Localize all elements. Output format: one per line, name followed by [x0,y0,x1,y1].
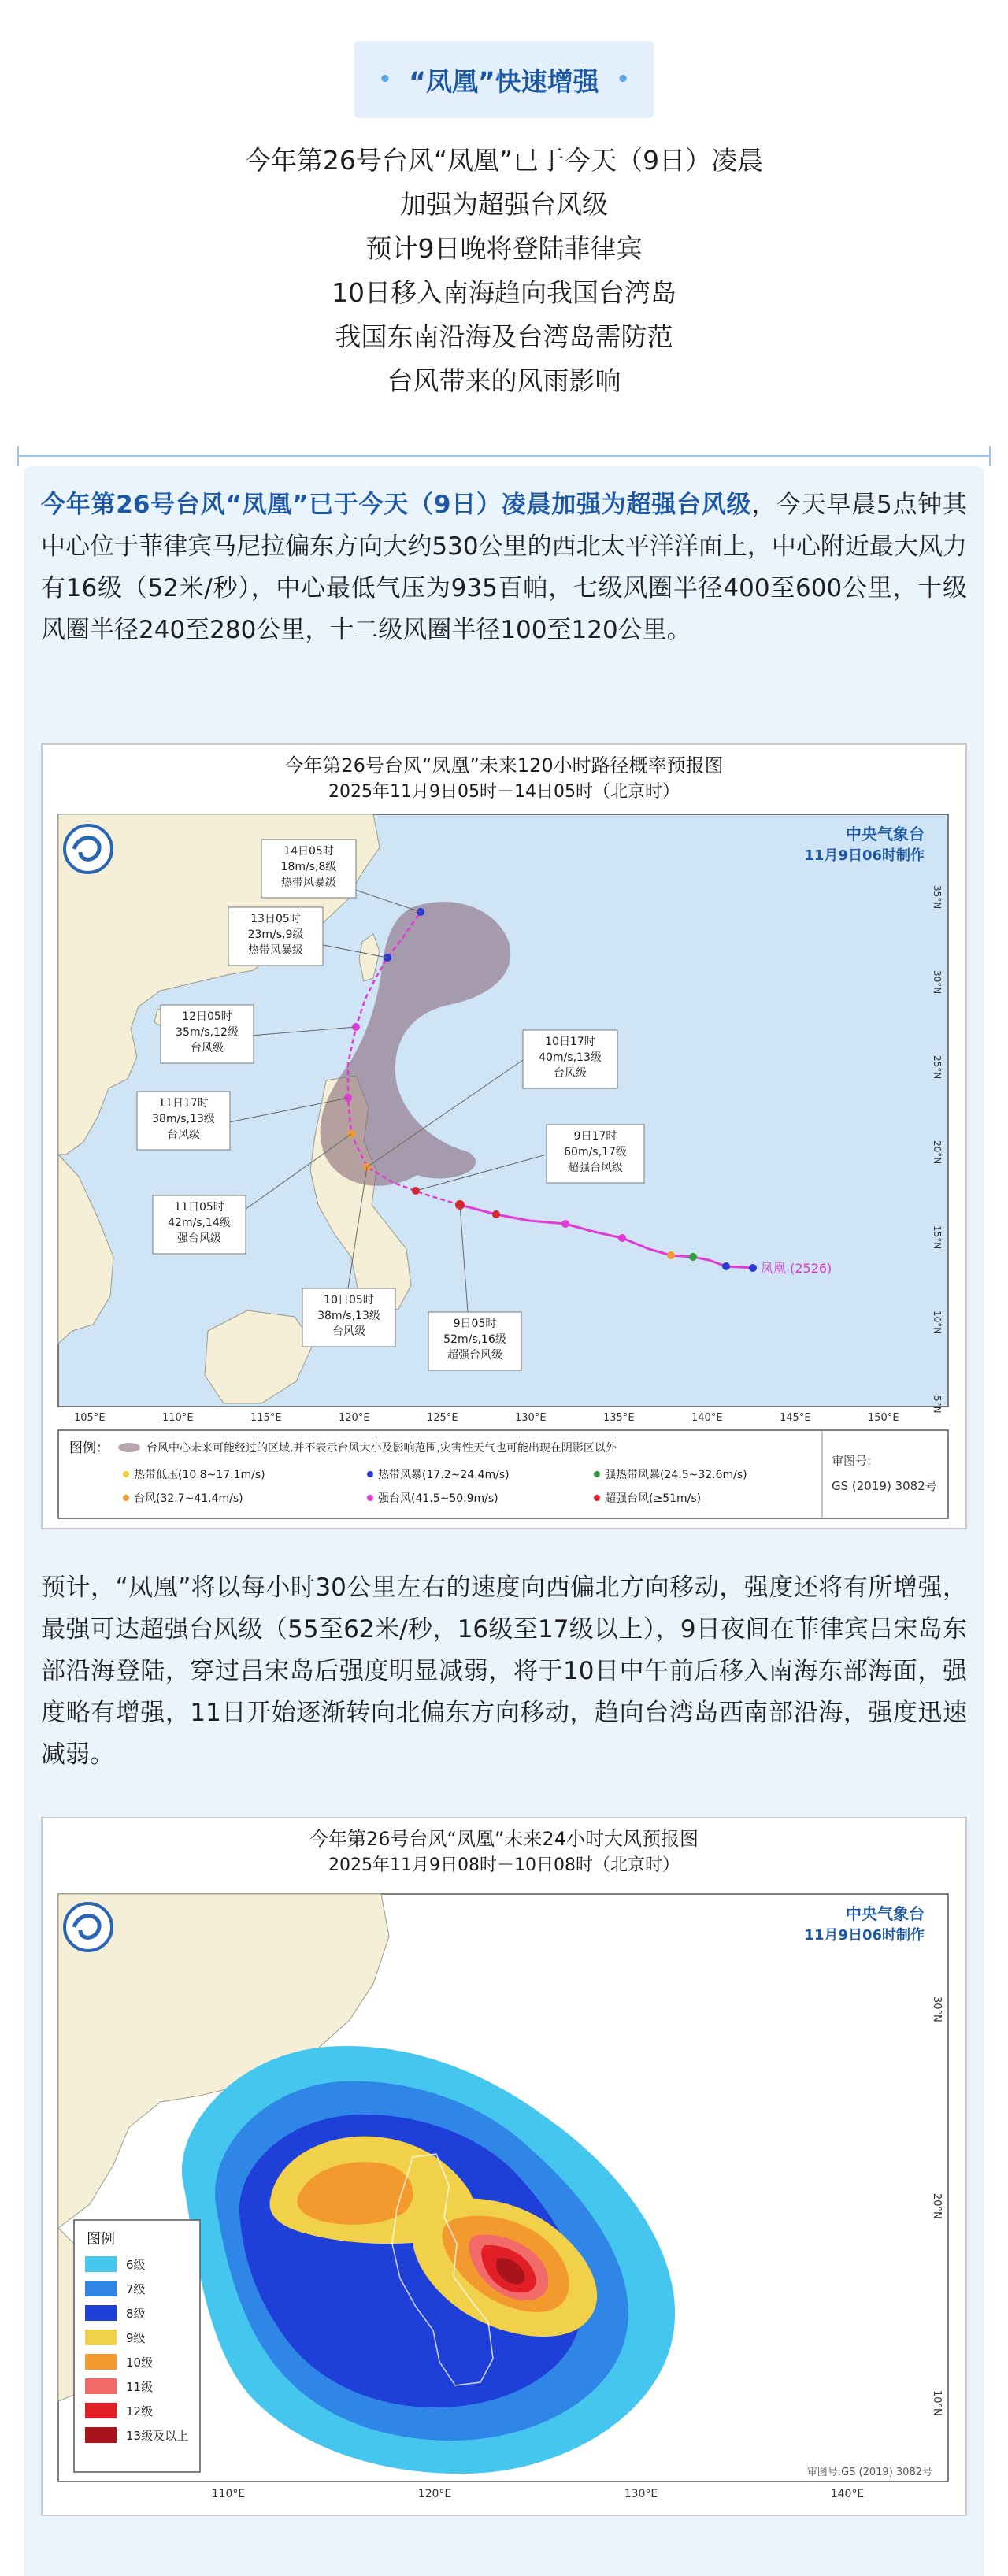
svg-text:18m/s,8级: 18m/s,8级 [280,861,337,873]
svg-text:125°E: 125°E [427,1412,458,1424]
map1-legend-title: 图例： [69,1440,109,1456]
svg-text:10日05时: 10日05时 [324,1294,374,1307]
svg-text:强热带风暴(24.5~32.6m/s): 强热带风暴(24.5~32.6m/s) [605,1469,747,1481]
svg-text:20°N: 20°N [931,2193,943,2219]
map2-issued: 11月9日06时制作 [804,1927,925,1944]
divider-tick-right [989,446,991,466]
svg-text:130°E: 130°E [515,1412,547,1424]
svg-text:35°N: 35°N [932,885,943,910]
svg-text:150°E: 150°E [868,1412,899,1424]
track-point [667,1251,675,1259]
svg-text:8级: 8级 [126,2307,146,2321]
map1-approval-label: 审图号: [832,1454,872,1468]
svg-text:12日05时: 12日05时 [182,1010,232,1023]
svg-text:强台风级: 强台风级 [177,1232,221,1245]
svg-text:23m/s,9级: 23m/s,9级 [247,928,304,941]
map1-storm-label: 凤凰 (2526) [761,1261,832,1276]
svg-text:14日05时: 14日05时 [284,845,334,858]
legend-swatch [85,2281,117,2296]
track-point [722,1262,730,1270]
dot-right-icon: • [616,68,630,91]
svg-text:110°E: 110°E [162,1412,194,1424]
track-point [749,1264,757,1272]
svg-text:140°E: 140°E [691,1412,723,1424]
svg-text:145°E: 145°E [780,1412,811,1424]
legend-swatch [85,2256,117,2272]
legend-swatch [85,2305,117,2321]
intro-line: 我国东南沿海及台湾岛需防范 [335,321,673,352]
map2-agency-logo-icon [65,1903,112,1951]
svg-text:11日17时: 11日17时 [158,1097,209,1110]
map2-legend-title: 图例 [87,2231,115,2248]
map1-lon-ticks [74,1412,899,1424]
legend-swatch [85,2403,117,2418]
svg-text:105°E: 105°E [74,1412,106,1424]
svg-text:13日05时: 13日05时 [250,913,301,925]
svg-text:热带低压(10.8~17.1m/s): 热带低压(10.8~17.1m/s) [134,1469,265,1481]
svg-text:38m/s,13级: 38m/s,13级 [317,1310,380,1322]
svg-text:35m/s,12级: 35m/s,12级 [176,1026,239,1039]
svg-text:115°E: 115°E [250,1412,282,1424]
svg-text:11级: 11级 [126,2380,154,2394]
level-dot-icon [594,1495,600,1501]
svg-text:5°N: 5°N [932,1395,943,1414]
svg-text:强台风(41.5~50.9m/s): 强台风(41.5~50.9m/s) [378,1492,498,1505]
level-dot-icon [594,1471,600,1477]
svg-text:25°N: 25°N [932,1055,943,1080]
svg-text:台风级: 台风级 [167,1129,200,1141]
paragraph-2: 预计，“凤凰”将以每小时30公里左右的速度向西偏北方向移动，强度还将有所增强，最强可达超强台风级（55至62米/秒，16级至17级以上），9日夜间在菲律宾吕宋岛东部沿海登陆，穿过吕宋岛后强度明显减弱，将于10日中午前后移入南海东部海面，强度略有增强，11日开始逐渐转向北偏东方向移动，趋向台湾岛西南部沿海，强度迅速减弱。 [41,1573,967,1769]
map1-subtitle: 2025年11月9日05时－14日05时（北京时） [328,782,680,802]
paragraph-1-body: ，今天早晨5点钟其中心位于菲律宾马尼拉偏东方向大约530公里的西北太平洋洋面上，中心附近最大风力有16级（52米/秒），中心最低气压为935百帕，七级风圈半径400至600公里，十级风圈半径240至280公里，十二级风圈半径100至120公里。 [41,491,967,644]
map1-legend-cone: 台风中心未来可能经过的区域,并不表示台风大小及影响范围,灾害性天气也可能出现在阴影区以外 [146,1442,617,1455]
badge-title: “凤凰”快速增强 [409,65,599,97]
svg-text:110°E: 110°E [211,2488,246,2500]
map1-approval-code: GS (2019) 3082号 [832,1479,937,1493]
svg-text:9日05时: 9日05时 [453,1318,497,1330]
legend-swatch [85,2354,117,2370]
svg-text:12级: 12级 [126,2404,154,2418]
paragraph-1 [41,484,967,651]
svg-text:台风级: 台风级 [554,1067,587,1080]
svg-text:9级: 9级 [126,2331,146,2345]
map2-lon-ticks [212,2488,865,2500]
svg-text:热带风暴(17.2~24.4m/s): 热带风暴(17.2~24.4m/s) [378,1469,510,1481]
map2-approval: 审图号:GS (2019) 3082号 [806,2467,932,2478]
wind-forecast-map [41,1817,967,2516]
legend-swatch [85,2378,117,2394]
intro-line: 10日移入南海趋向我国台湾岛 [332,277,676,308]
map2-title: 今年第26号台风“凤凰”未来24小时大风预报图 [309,1828,699,1850]
svg-text:超强台风级: 超强台风级 [568,1162,623,1174]
paragraph-1-highlight: 今年第26号台风“凤凰”已于今天（9日）凌晨加强为超强台风级 [41,491,752,519]
svg-text:10°N: 10°N [931,2390,943,2416]
svg-text:超强台风级: 超强台风级 [447,1349,502,1362]
map2-subtitle: 2025年11月9日08时－10日08时（北京时） [328,1855,680,1875]
svg-text:7级: 7级 [126,2282,146,2296]
title-badge [354,41,654,118]
svg-text:140°E: 140°E [830,2488,865,2500]
map1-agency: 中央气象台 [846,825,925,843]
svg-text:11日05时: 11日05时 [174,1201,224,1214]
svg-text:20°N: 20°N [932,1140,943,1165]
map2-agency: 中央气象台 [846,1904,925,1923]
intro-line: 今年第26号台风“凤凰”已于今天（9日）凌晨 [244,145,764,176]
level-dot-icon [123,1495,129,1501]
svg-text:10°N: 10°N [932,1310,943,1335]
svg-text:52m/s,16级: 52m/s,16级 [443,1333,506,1346]
cone-swatch-icon [118,1443,140,1452]
svg-text:热带风暴级: 热带风暴级 [281,877,336,889]
level-dot-icon [123,1471,129,1477]
legend-swatch [85,2427,117,2443]
svg-text:9日17时: 9日17时 [573,1130,617,1143]
svg-text:30°N: 30°N [931,1996,943,2022]
level-dot-icon [367,1471,373,1477]
svg-text:42m/s,14级: 42m/s,14级 [168,1217,231,1229]
divider-tick-left [17,446,19,466]
intro-line: 台风带来的风雨影响 [387,365,621,396]
map1-issued: 11月9日06时制作 [804,847,925,864]
svg-text:38m/s,13级: 38m/s,13级 [152,1113,215,1125]
svg-text:10级: 10级 [126,2355,154,2370]
map1-title: 今年第26号台风“凤凰”未来120小时路径概率预报图 [284,754,724,777]
track-forecast-map [41,743,967,1529]
intro-line: 预计9日晚将登陆菲律宾 [365,233,643,264]
dot-left-icon: • [378,68,392,91]
intro-summary [0,139,1008,403]
svg-text:30°N: 30°N [932,970,943,995]
map1-agency-logo-icon [65,825,112,873]
intro-line: 加强为超强台风级 [400,189,608,220]
svg-text:60m/s,17级: 60m/s,17级 [564,1146,627,1158]
svg-text:台风(32.7~41.4m/s): 台风(32.7~41.4m/s) [134,1492,243,1505]
svg-text:15°N: 15°N [932,1225,943,1250]
svg-text:130°E: 130°E [624,2488,658,2500]
svg-text:台风级: 台风级 [191,1042,224,1054]
track-point [492,1210,500,1218]
section-divider [17,455,991,457]
svg-text:120°E: 120°E [339,1412,370,1424]
svg-text:40m/s,13级: 40m/s,13级 [539,1051,602,1064]
track-point [689,1253,697,1261]
svg-text:超强台风(≥51m/s): 超强台风(≥51m/s) [605,1492,702,1505]
level-dot-icon [367,1495,373,1501]
svg-text:热带风暴级: 热带风暴级 [248,944,303,957]
svg-text:6级: 6级 [126,2258,146,2272]
track-point [561,1220,569,1228]
svg-text:10日17时: 10日17时 [545,1036,595,1048]
legend-swatch [85,2330,117,2345]
map2-legend [74,2220,200,2472]
track-point [618,1234,626,1242]
svg-text:13级及以上: 13级及以上 [126,2429,189,2443]
svg-text:135°E: 135°E [603,1412,635,1424]
svg-text:台风级: 台风级 [332,1325,365,1338]
svg-text:120°E: 120°E [417,2488,452,2500]
